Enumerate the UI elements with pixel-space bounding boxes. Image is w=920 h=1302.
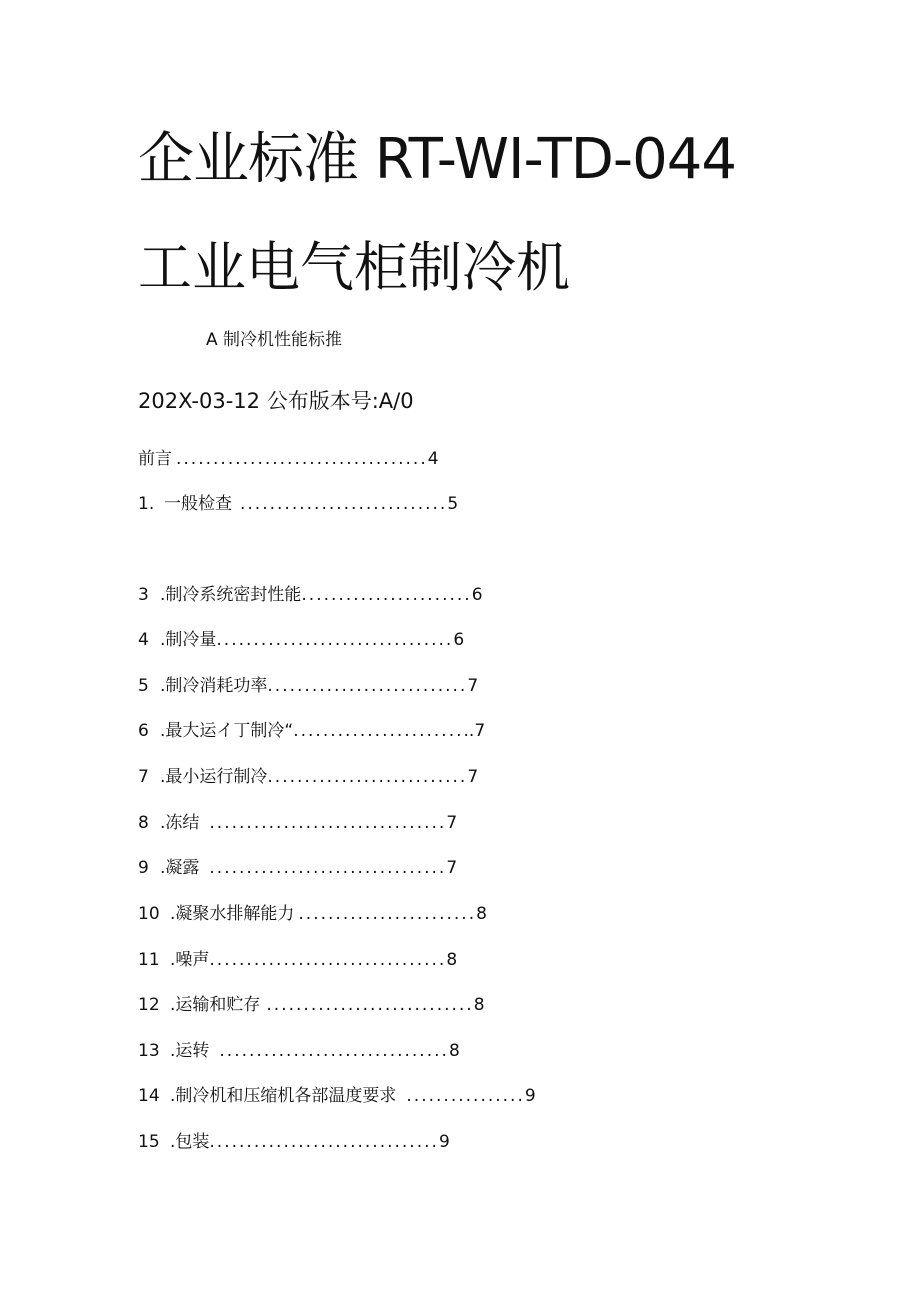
toc-page-number: 8 — [446, 950, 458, 970]
toc-page-number: 6 — [453, 630, 465, 650]
toc-number: 5 — [138, 676, 149, 696]
toc-page-number: 4 — [427, 449, 439, 469]
toc-label: .噪声 — [170, 950, 210, 970]
toc-item — [138, 673, 478, 699]
toc-number: 4 — [138, 630, 149, 650]
toc-number: 10 — [138, 904, 160, 924]
toc-number: 3 — [138, 585, 149, 605]
toc-label: .运转 — [170, 1041, 210, 1061]
toc-label: 一般检查 — [164, 494, 232, 514]
toc-leader-dots: ............................... — [219, 1041, 449, 1061]
toc-label: 前言 — [138, 449, 172, 469]
toc-page-number: 6 — [471, 585, 483, 605]
toc-leader-dots: ................................ — [209, 858, 447, 878]
toc-item — [138, 627, 464, 653]
toc-page-number: 8 — [448, 1041, 460, 1061]
toc-leader-dots: .................................. — [176, 449, 428, 469]
toc-page-number: 7 — [467, 767, 479, 787]
toc-page-number: 7 — [467, 676, 479, 696]
toc-item — [138, 810, 457, 836]
toc-number: 7 — [138, 767, 149, 787]
toc-item — [138, 582, 483, 608]
toc-label: .凝聚水排解能力 — [170, 904, 295, 924]
toc-number: 8 — [138, 813, 149, 833]
toc-label: .最大运イ丁制冷“ — [160, 721, 294, 741]
toc-label: .冻结 — [160, 813, 200, 833]
toc-leader-dots: ....................... — [301, 585, 472, 605]
toc-number: 15 — [138, 1132, 160, 1152]
document-subtitle: A 制冷机性能标推 — [206, 330, 343, 350]
toc-page-number: 8 — [473, 995, 485, 1015]
toc-label: .包装 — [170, 1132, 210, 1152]
toc-page-number: ..7 — [463, 721, 486, 741]
toc-page-number: 7 — [446, 813, 458, 833]
toc-label: .制冷系统密封性能 — [160, 585, 302, 605]
toc-item — [138, 764, 478, 790]
toc-leader-dots: ............................... — [209, 1132, 439, 1152]
date-version-line: 202X-03-12 公布版本号:A/0 — [138, 389, 414, 413]
toc-page-number: 9 — [524, 1086, 536, 1106]
toc-item — [138, 446, 439, 472]
toc-page-number: 8 — [476, 904, 487, 924]
toc-item — [138, 947, 457, 973]
toc-number: 11 — [138, 950, 160, 970]
toc-leader-dots: ................ — [406, 1086, 525, 1106]
toc-number: 1. — [138, 494, 155, 514]
toc-item — [138, 1083, 536, 1109]
toc-label: .最小运行制冷 — [160, 767, 268, 787]
toc-item — [138, 855, 457, 881]
toc-item — [138, 992, 485, 1018]
toc-leader-dots: ............................ — [240, 494, 448, 514]
toc-leader-dots: ............................ — [266, 995, 474, 1015]
toc-leader-dots: ........................... — [267, 676, 468, 696]
document-title-standard: 企业标准 RT-WI-TD-044 — [138, 127, 737, 192]
toc-number: 13 — [138, 1041, 160, 1061]
toc-label: .制冷机和压缩机各部温度要求 — [170, 1086, 397, 1106]
toc-leader-dots: ................................ — [216, 630, 454, 650]
toc-label: .制冷量 — [160, 630, 217, 650]
toc-label: .运输和贮存 — [170, 995, 261, 1015]
toc-label: .凝露 — [160, 858, 200, 878]
toc-leader-dots: ........................ — [298, 904, 477, 924]
toc-page-number: 5 — [447, 494, 459, 514]
toc-page-number: 7 — [446, 858, 458, 878]
toc-number: 6 — [138, 721, 149, 741]
toc-item — [138, 718, 485, 744]
toc-item — [138, 901, 487, 927]
document-title-product: 工业电气柜制冷机 — [138, 236, 570, 299]
toc-number: 9 — [138, 858, 149, 878]
toc-number: 14 — [138, 1086, 160, 1106]
toc-leader-dots: ........................... — [267, 767, 468, 787]
toc-leader-dots: ................................ — [209, 813, 447, 833]
toc-item — [138, 1038, 460, 1064]
toc-leader-dots: ................................ — [209, 950, 447, 970]
toc-leader-dots: ....................... — [293, 721, 464, 741]
toc-item — [138, 1129, 450, 1155]
toc-number: 12 — [138, 995, 160, 1015]
toc-item — [138, 491, 458, 517]
toc-page-number: 9 — [438, 1132, 450, 1152]
toc-label: .制冷消耗功率 — [160, 676, 268, 696]
